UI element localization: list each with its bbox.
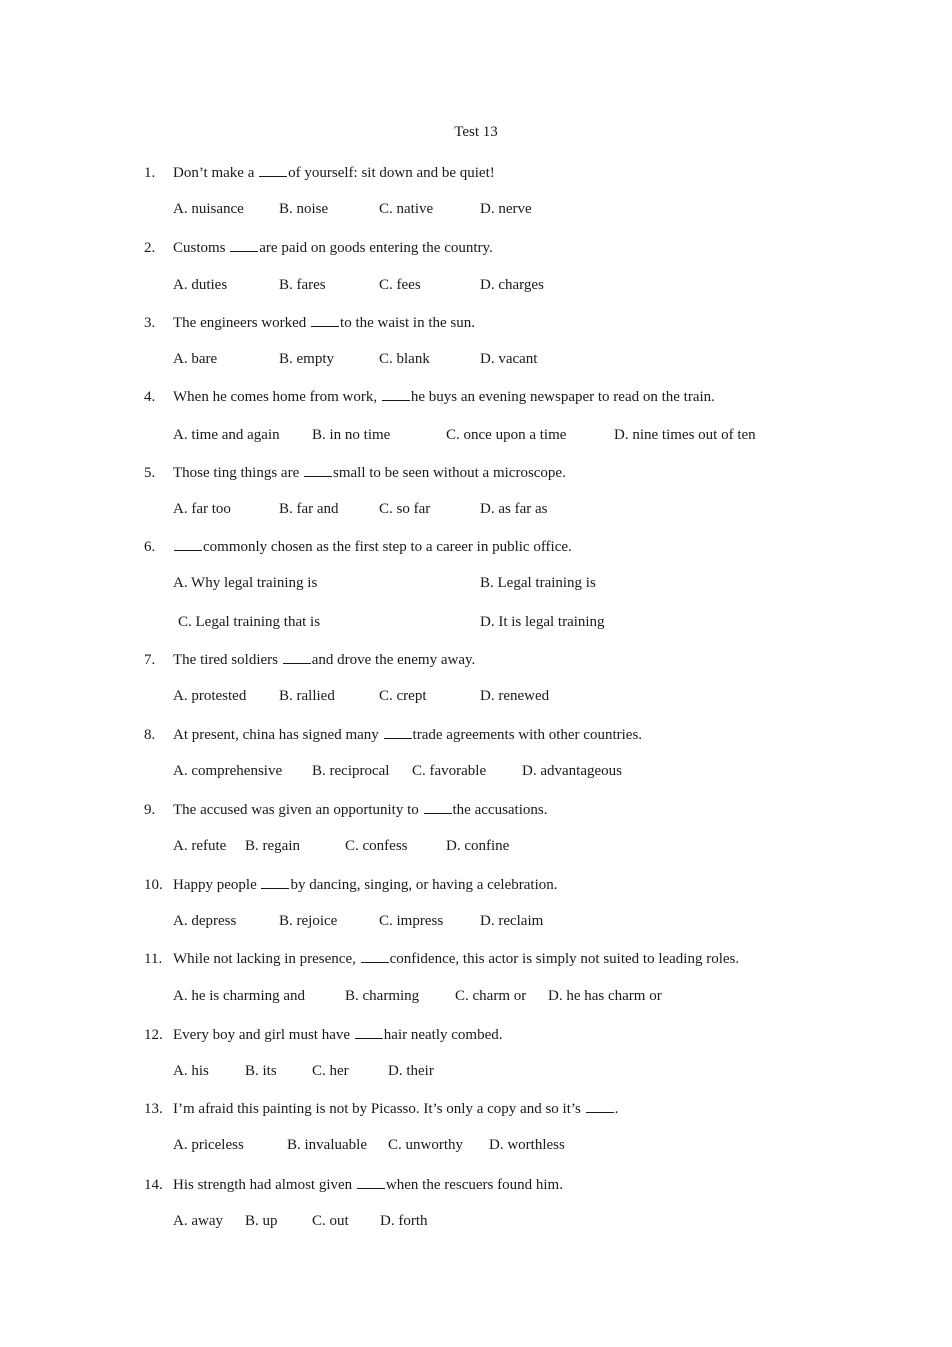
option-b: B. reciprocal <box>312 763 390 779</box>
option-c: C. favorable <box>412 763 487 779</box>
option-b: B. empty <box>279 351 334 367</box>
question-text-post: small to be seen without a microscope. <box>332 465 566 481</box>
option-d: D. he has charm or <box>548 988 662 1004</box>
option-c: C. confess <box>345 838 408 854</box>
question-text-pre: The accused was given an opportunity to <box>173 802 423 818</box>
question-text-pre: Happy people <box>173 877 261 893</box>
option-d: D. nerve <box>480 201 532 217</box>
question-text-pre: I’m afraid this painting is not by Picasso. It’s only a copy and so it’s <box>173 1101 585 1117</box>
option-a: A. bare <box>173 351 218 367</box>
option-c: C. impress <box>379 913 444 929</box>
question-text-pre: Every boy and girl must have <box>173 1027 354 1043</box>
option-c: C. unworthy <box>388 1137 463 1153</box>
question-text-post: he buys an evening newspaper to read on the train. <box>410 389 715 405</box>
question-number: 14. <box>144 1177 163 1193</box>
question-number: 5. <box>144 465 156 481</box>
option-b: B. in no time <box>312 427 391 443</box>
answer-blank <box>424 801 452 814</box>
option-a: A. depress <box>173 913 237 929</box>
question-text-post: by dancing, singing, or having a celebration. <box>290 877 558 893</box>
option-c: C. out <box>312 1213 349 1229</box>
question-2 <box>144 239 493 257</box>
answer-blank <box>174 538 202 551</box>
question-10 <box>144 876 558 894</box>
question-5 <box>144 464 566 482</box>
option-a: A. comprehensive <box>173 763 283 779</box>
answer-blank <box>586 1100 614 1113</box>
question-1 <box>144 164 495 182</box>
question-text-pre: Customs <box>173 240 230 256</box>
question-13 <box>144 1100 618 1118</box>
option-d: D. It is legal training <box>480 614 605 630</box>
option-a: A. refute <box>173 838 227 854</box>
answer-blank <box>355 1026 383 1039</box>
question-text-post: when the rescuers found him. <box>385 1177 563 1193</box>
question-number: 11. <box>144 951 163 967</box>
answer-blank <box>357 1176 385 1189</box>
option-d: D. renewed <box>480 688 550 704</box>
question-6 <box>144 538 572 556</box>
question-text-post: and drove the enemy away. <box>311 652 476 668</box>
option-c: C. native <box>379 201 434 217</box>
option-a: A. away <box>173 1213 223 1229</box>
question-number: 10. <box>144 877 163 893</box>
question-text-pre: The tired soldiers <box>173 652 282 668</box>
question-number: 13. <box>144 1101 163 1117</box>
answer-blank <box>261 876 289 889</box>
option-a: A. protested <box>173 688 247 704</box>
question-8 <box>144 726 642 744</box>
question-text-post: to the waist in the sun. <box>340 315 476 331</box>
option-d: D. nine times out of ten <box>614 427 756 443</box>
question-text-post: hair neatly combed. <box>383 1027 503 1043</box>
answer-blank <box>361 950 389 963</box>
option-b: B. rallied <box>279 688 335 704</box>
option-d: D. charges <box>480 277 544 293</box>
option-b: B. noise <box>279 201 329 217</box>
option-b: B. up <box>245 1213 278 1229</box>
answer-blank <box>382 388 410 401</box>
option-c: C. once upon a time <box>446 427 567 443</box>
option-d: D. as far as <box>480 501 548 517</box>
question-text-pre: The engineers worked <box>173 315 311 331</box>
option-d: D. forth <box>380 1213 428 1229</box>
question-11 <box>144 950 739 968</box>
option-b: B. its <box>245 1063 277 1079</box>
question-text-pre: When he comes home from work, <box>173 389 381 405</box>
question-number: 1. <box>144 165 156 181</box>
option-c: C. Legal training that is <box>178 614 321 630</box>
question-number: 6. <box>144 539 156 555</box>
question-number: 12. <box>144 1027 163 1043</box>
question-14 <box>144 1176 563 1194</box>
question-12 <box>144 1026 503 1044</box>
answer-blank <box>311 314 339 327</box>
option-a: A. his <box>173 1063 209 1079</box>
question-text-post: trade agreements with other countries. <box>412 727 643 743</box>
page-title: Test 13 <box>454 124 498 140</box>
option-d: D. reclaim <box>480 913 544 929</box>
question-text-post: of yourself: sit down and be quiet! <box>288 165 495 181</box>
question-text-pre: His strength had almost given <box>173 1177 356 1193</box>
question-text-post: . <box>614 1101 619 1117</box>
question-text-post: confidence, this actor is simply not suited to leading roles. <box>389 951 740 967</box>
question-text-post: are paid on goods entering the country. <box>259 240 493 256</box>
question-text-pre: Don’t make a <box>173 165 259 181</box>
answer-blank <box>384 726 412 739</box>
option-d: D. worthless <box>489 1137 565 1153</box>
answer-blank <box>283 651 311 664</box>
question-9 <box>144 801 547 819</box>
question-number: 4. <box>144 389 156 405</box>
option-b: B. regain <box>245 838 300 854</box>
question-text-post: the accusations. <box>452 802 548 818</box>
option-b: B. charming <box>345 988 420 1004</box>
option-a: A. he is charming and <box>173 988 306 1004</box>
question-text-pre: Those ting things are <box>173 465 303 481</box>
question-number: 8. <box>144 727 156 743</box>
option-c: C. charm or <box>455 988 527 1004</box>
option-c: C. her <box>312 1063 349 1079</box>
option-d: D. advantageous <box>522 763 622 779</box>
answer-blank <box>230 239 258 252</box>
option-a: A. far too <box>173 501 231 517</box>
question-number: 3. <box>144 315 156 331</box>
question-number: 9. <box>144 802 156 818</box>
question-text-post: commonly chosen as the first step to a career in public office. <box>203 539 572 555</box>
option-d: D. vacant <box>480 351 538 367</box>
question-7 <box>144 651 475 669</box>
option-b: B. fares <box>279 277 326 293</box>
answer-blank <box>304 464 332 477</box>
option-c: C. blank <box>379 351 430 367</box>
option-d: D. confine <box>446 838 510 854</box>
option-b: B. far and <box>279 501 339 517</box>
question-3 <box>144 314 475 332</box>
option-a: A. time and again <box>173 427 280 443</box>
option-a: A. nuisance <box>173 201 244 217</box>
option-c: C. crept <box>379 688 427 704</box>
question-number: 2. <box>144 240 156 256</box>
option-c: C. so far <box>379 501 431 517</box>
option-a: A. duties <box>173 277 228 293</box>
option-a: A. Why legal training is <box>173 575 318 591</box>
option-b: B. invaluable <box>287 1137 367 1153</box>
question-text-pre: While not lacking in presence, <box>173 951 360 967</box>
option-c: C. fees <box>379 277 421 293</box>
answer-blank <box>259 164 287 177</box>
option-b: B. Legal training is <box>480 575 596 591</box>
question-number: 7. <box>144 652 156 668</box>
option-b: B. rejoice <box>279 913 338 929</box>
option-d: D. their <box>388 1063 434 1079</box>
option-a: A. priceless <box>173 1137 244 1153</box>
question-text-pre: At present, china has signed many <box>173 727 383 743</box>
question-4 <box>144 388 715 406</box>
